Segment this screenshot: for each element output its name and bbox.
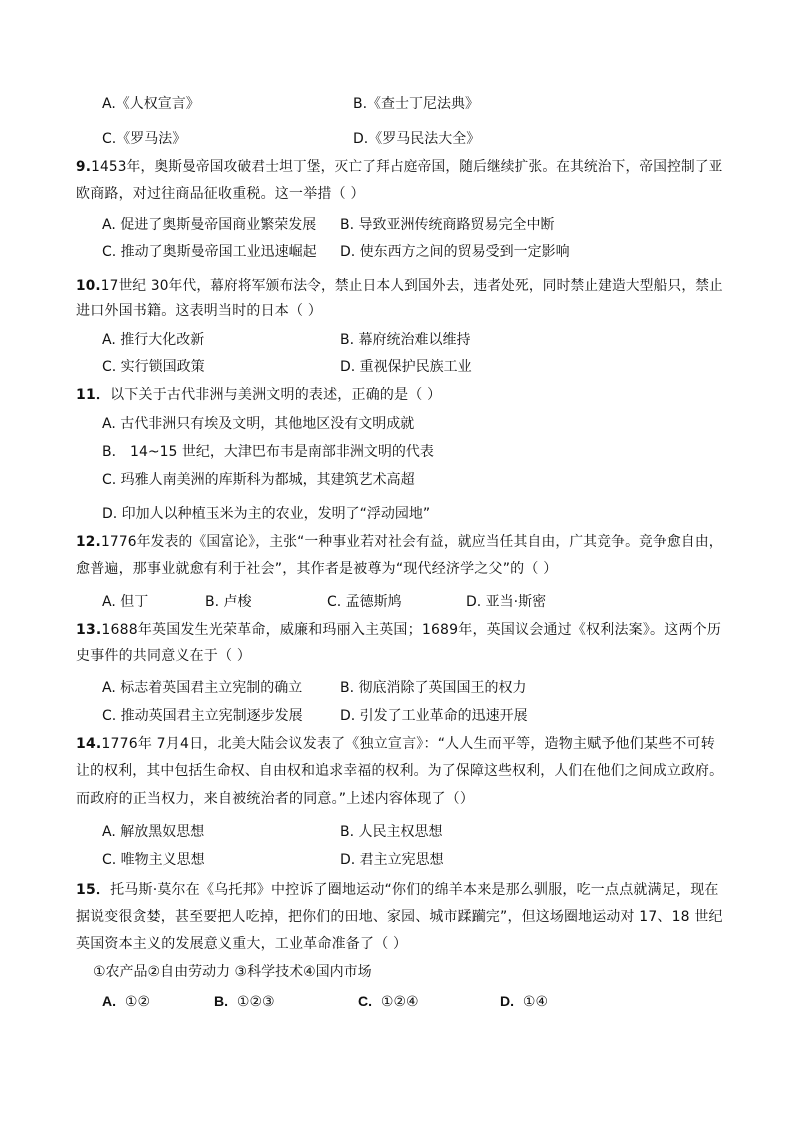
q8-option-b-text: B.《查士丁尼法典》 bbox=[353, 96, 480, 112]
q10-stem-text-2: 进口外国书籍。这表明当时的日本（ ） bbox=[76, 303, 323, 319]
q15-option-c bbox=[358, 991, 419, 1012]
q15-stem-line-3 bbox=[76, 934, 407, 954]
q9-option-c bbox=[102, 242, 317, 262]
q12-stem-line-2 bbox=[76, 559, 557, 579]
q12-number: 12. bbox=[76, 534, 101, 550]
q12-option-a-text: A. 但丁 bbox=[102, 594, 149, 610]
q8-option-c-text: C.《罗马法》 bbox=[102, 131, 187, 147]
q11-number: 11． bbox=[76, 387, 111, 403]
q9-option-a bbox=[102, 215, 316, 235]
q9-option-b-text: B. 导致亚洲传统商路贸易完全中断 bbox=[340, 217, 555, 233]
q9-option-d bbox=[340, 242, 570, 262]
q14-option-c-text: C. 唯物主义思想 bbox=[102, 852, 205, 868]
q9-option-d-text: D. 使东西方之间的贸易受到一定影响 bbox=[340, 244, 570, 260]
q13-option-b bbox=[340, 678, 527, 698]
q15-statement-items bbox=[93, 962, 372, 982]
q14-option-b-text: B. 人民主权思想 bbox=[340, 824, 443, 840]
q8-option-a-text: A.《人权宣言》 bbox=[102, 96, 200, 112]
q12-option-b-text: B. 卢梭 bbox=[205, 594, 252, 610]
q15-option-b-text: ①②③ bbox=[236, 994, 275, 1010]
q15-statement-items-text: ①农产品②自由劳动力 ③科学技术④国内市场 bbox=[93, 964, 372, 980]
q15-stem-text-3: 英国资本主义的发展意义重大，工业革命准备了（ ） bbox=[76, 936, 408, 952]
q10-option-c bbox=[102, 357, 205, 377]
q12-option-d bbox=[466, 592, 546, 612]
q14-option-c bbox=[102, 850, 205, 870]
q11-option-a-text: A. 古代非洲只有埃及文明，其他地区没有文明成就 bbox=[102, 416, 415, 432]
q11-option-b bbox=[102, 442, 434, 462]
q13-stem-line-1 bbox=[76, 620, 721, 640]
q9-stem-text-1: 1453年，奥斯曼帝国攻破君士坦丁堡，灭亡了拜占庭帝国，随后继续扩张。在其统治下，帝国控制了亚 bbox=[91, 159, 723, 175]
q10-option-b bbox=[340, 330, 471, 350]
q14-number: 14. bbox=[76, 736, 102, 752]
q15-option-c-label: C. bbox=[358, 993, 372, 1009]
q12-option-d-text: D. 亚当·斯密 bbox=[466, 594, 547, 610]
q8-option-c bbox=[102, 129, 186, 149]
q12-option-b bbox=[205, 592, 252, 612]
q9-stem-text-2: 欧商路，对过往商品征收重税。这一举措（ ） bbox=[76, 186, 365, 202]
q15-option-b-label: B. bbox=[214, 993, 228, 1009]
q9-stem-line-1 bbox=[76, 157, 723, 177]
q15-option-d bbox=[500, 991, 548, 1012]
q15-stem-text-1: 托马斯·莫尔在《乌托邦》中控诉了圈地运动“你们的绵羊本来是那么驯服，吃一点点就满足，现在 bbox=[110, 882, 719, 898]
q14-stem-text-3: 而政府的正当权力，来自被统治者的同意。”上述内容体现了（） bbox=[76, 791, 475, 807]
q15-stem-text-2: 据说变很贪婪，甚至要把人吃掉，把你们的田地、家园、城市蹂躏完”，但这场圈地运动对 17、18 世纪 bbox=[76, 909, 723, 925]
q13-stem-line-2 bbox=[76, 646, 251, 666]
q11-option-d bbox=[102, 504, 430, 524]
q12-option-c-text: C. 孟德斯鸠 bbox=[327, 594, 402, 610]
q9-option-a-text: A. 促进了奥斯曼帝国商业繁荣发展 bbox=[102, 217, 317, 233]
q10-option-d bbox=[340, 357, 472, 377]
q10-stem-line-1 bbox=[76, 276, 723, 296]
q10-option-a bbox=[102, 330, 204, 350]
q13-option-b-text: B. 彻底消除了英国国王的权力 bbox=[340, 680, 527, 696]
q14-option-d bbox=[340, 850, 444, 870]
q11-stem-line-1 bbox=[76, 385, 441, 405]
q15-option-d-text: ①④ bbox=[522, 994, 549, 1010]
q13-option-d bbox=[340, 706, 528, 726]
q15-option-c-text: ①②④ bbox=[380, 994, 419, 1010]
q13-number: 13. bbox=[76, 622, 102, 638]
q13-option-c-text: C. 推动英国君主立宪制逐步发展 bbox=[102, 708, 303, 724]
q11-option-a bbox=[102, 414, 414, 434]
q8-option-b bbox=[353, 94, 479, 114]
q12-stem-line-1 bbox=[76, 532, 723, 552]
q13-stem-text-1: 1688年英国发生光荣革命，威廉和玛丽入主英国；1689年，英国议会通过《权利法案》。这两个历 bbox=[101, 622, 722, 638]
q14-stem-line-3 bbox=[76, 789, 474, 809]
q11-option-c bbox=[102, 470, 415, 490]
q14-stem-text-1: 1776年 7月4日，北美大陆会议发表了《独立宣言》：“人人生而平等，造物主赋予他们某些不可转 bbox=[101, 736, 715, 752]
q14-stem-text-2: 让的权利，其中包括生命权、自由权和追求幸福的权利。为了保障这些权利，人们在他们之间成立政府。 bbox=[76, 763, 724, 779]
q11-option-c-text: C. 玛雅人南美洲的库斯科为都城，其建筑艺术高超 bbox=[102, 472, 415, 488]
q11-option-d-text: D. 印加人以种植玉米为主的农业，发明了“浮动园地” bbox=[102, 506, 431, 522]
q8-option-d-text: D.《罗马民法大全》 bbox=[353, 131, 481, 147]
q14-option-a bbox=[102, 822, 204, 842]
q13-option-d-text: D. 引发了工业革命的迅速开展 bbox=[340, 708, 528, 724]
q15-option-a bbox=[102, 991, 150, 1012]
q13-option-a bbox=[102, 678, 302, 698]
q14-stem-line-1 bbox=[76, 734, 715, 754]
q10-number: 10. bbox=[76, 278, 101, 294]
q10-option-d-text: D. 重视保护民族工业 bbox=[340, 359, 472, 375]
q13-stem-text-2: 史事件的共同意义在于（ ） bbox=[76, 648, 252, 664]
q15-option-a-text: ①② bbox=[124, 994, 151, 1010]
q14-option-a-text: A. 解放黑奴思想 bbox=[102, 824, 205, 840]
q11-stem-text-1: 以下关于古代非洲与美洲文明的表述，正确的是（ ） bbox=[110, 387, 442, 403]
q9-option-c-text: C. 推动了奥斯曼帝国工业迅速崛起 bbox=[102, 244, 317, 260]
q15-option-d-label: D. bbox=[500, 993, 514, 1009]
q13-option-a-text: A. 标志着英国君主立宪制的确立 bbox=[102, 680, 303, 696]
q9-number: 9. bbox=[76, 159, 92, 175]
q10-option-c-text: C. 实行锁国政策 bbox=[102, 359, 205, 375]
q10-stem-text-1: 17世纪 30年代，幕府将军颁布法令，禁止日本人到国外去，违者处死，同时禁止建造大型船只，禁止 bbox=[100, 278, 723, 294]
q14-option-d-text: D. 君主立宪思想 bbox=[340, 852, 444, 868]
q10-option-a-text: A. 推行大化改新 bbox=[102, 332, 205, 348]
q15-option-a-label: A. bbox=[102, 993, 116, 1009]
q10-option-b-text: B. 幕府统治难以维持 bbox=[340, 332, 471, 348]
q15-option-b bbox=[214, 991, 275, 1012]
q12-stem-text-2: 愈普遍，那事业就愈有利于社会”，其作者是被尊为“现代经济学之父”的（ ） bbox=[76, 561, 558, 577]
q8-option-d bbox=[353, 129, 480, 149]
q15-number: 15． bbox=[76, 882, 111, 898]
q14-stem-line-2 bbox=[76, 761, 723, 781]
q13-option-c bbox=[102, 706, 303, 726]
q10-stem-line-2 bbox=[76, 301, 322, 321]
q11-option-b-text: B． 14~15 世纪，大津巴布韦是南部非洲文明的代表 bbox=[102, 444, 434, 460]
q9-option-b bbox=[340, 215, 555, 235]
q12-option-c bbox=[327, 592, 402, 612]
q9-stem-line-2 bbox=[76, 184, 365, 204]
q15-stem-line-2 bbox=[76, 907, 723, 927]
q15-stem-line-1 bbox=[76, 880, 719, 900]
q14-option-b bbox=[340, 822, 443, 842]
q8-option-a bbox=[102, 94, 200, 114]
q12-option-a bbox=[102, 592, 148, 612]
q12-stem-text-1: 1776年发表的《国富论》，主张“一种事业若对社会有益，就应当任其自由，广其竞争。竞争愈自由， bbox=[100, 534, 723, 550]
